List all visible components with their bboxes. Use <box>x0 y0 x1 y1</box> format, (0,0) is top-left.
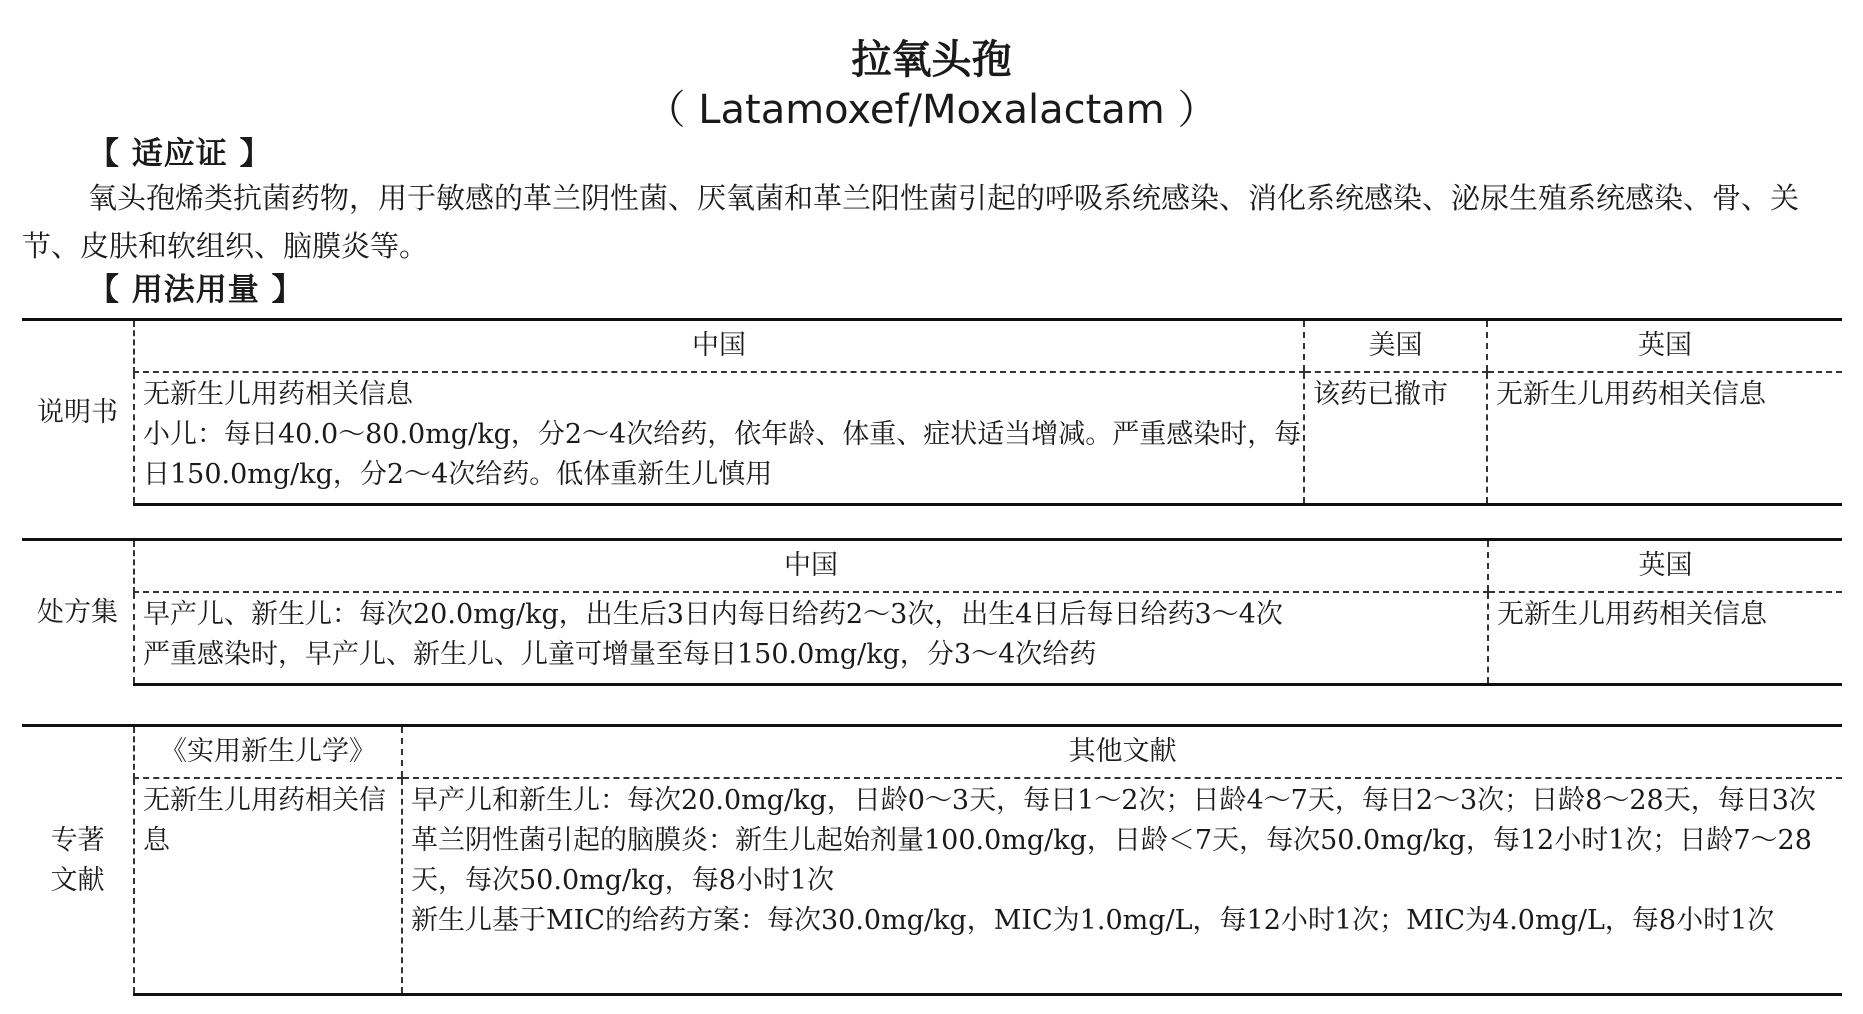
practical-neonatology-cell: 无新生儿用药相关信息 <box>134 778 402 995</box>
drug-title-cn: 拉氧头孢 <box>851 37 1012 83</box>
usa-insert-cell: 该药已撤市 <box>1304 372 1487 505</box>
literature-label <box>22 726 134 995</box>
china-insert-line: 小儿：每日40.0～80.0mg/kg，分2～4次给药，依年龄、体重、症状适当增减。严重感染时，每日150.0mg/kg，分2～4次给药。低体重新生儿慎用 <box>143 419 1302 490</box>
header-uk: 英国 <box>1487 320 1842 373</box>
literature-label-line: 文献 <box>50 864 105 896</box>
china-formulary-line: 早产儿、新生儿：每次20.0mg/kg，出生后3日内每日给药2～3次，出生4日后每日给药3～4次 <box>143 599 1283 630</box>
package-insert-table <box>22 318 1842 506</box>
header-practical-neonatology: 《实用新生儿学》 <box>134 726 402 779</box>
uk-formulary-cell: 无新生儿用药相关信息 <box>1488 592 1842 685</box>
other-literature-line: 新生儿基于MIC的给药方案：每次30.0mg/kg，MIC为1.0mg/L，每12小时1次；MIC为4.0mg/L，每8小时1次 <box>411 905 1775 936</box>
formulary-table <box>22 538 1842 686</box>
header-china: 中国 <box>134 320 1304 373</box>
header-other-literature: 其他文献 <box>402 726 1842 779</box>
indications-heading: 【 适应证 】 <box>88 136 272 172</box>
china-insert-line: 无新生儿用药相关信息 <box>143 379 413 410</box>
other-literature-cell <box>402 778 1842 995</box>
literature-label-line: 专著 <box>50 824 105 856</box>
indications-text: 氧头孢烯类抗菌药物，用于敏感的革兰阴性菌、厌氧菌和革兰阳性菌引起的呼吸系统感染、消化系统感染、泌尿生殖系统感染、骨、关节、皮肤和软组织、脑膜炎等。 <box>22 181 1800 263</box>
header-china: 中国 <box>134 540 1488 593</box>
china-insert-cell <box>134 372 1304 505</box>
drug-title-en: （ Latamoxef/Moxalactam ） <box>645 87 1218 133</box>
other-literature-line: 革兰阴性菌引起的脑膜炎：新生儿起始剂量100.0mg/kg，日龄＜7天，每次50.0mg/kg，每12小时1次；日龄7～28天，每次50.0mg/kg，每8小时1次 <box>411 825 1812 896</box>
china-formulary-cell <box>134 592 1488 685</box>
uk-insert-cell: 无新生儿用药相关信息 <box>1487 372 1842 505</box>
dosage-heading: 【 用法用量 】 <box>88 272 304 308</box>
header-usa: 美国 <box>1304 320 1487 373</box>
other-literature-line: 早产儿和新生儿：每次20.0mg/kg，日龄0～3天，每日1～2次；日龄4～7天，每日2～3次；日龄8～28天，每日3次 <box>411 785 1816 816</box>
literature-table <box>22 724 1842 996</box>
package-insert-label: 说明书 <box>22 320 134 505</box>
header-uk: 英国 <box>1488 540 1842 593</box>
formulary-label: 处方集 <box>22 540 134 685</box>
china-formulary-line: 严重感染时，早产儿、新生儿、儿童可增量至每日150.0mg/kg，分3～4次给药 <box>143 639 1097 670</box>
